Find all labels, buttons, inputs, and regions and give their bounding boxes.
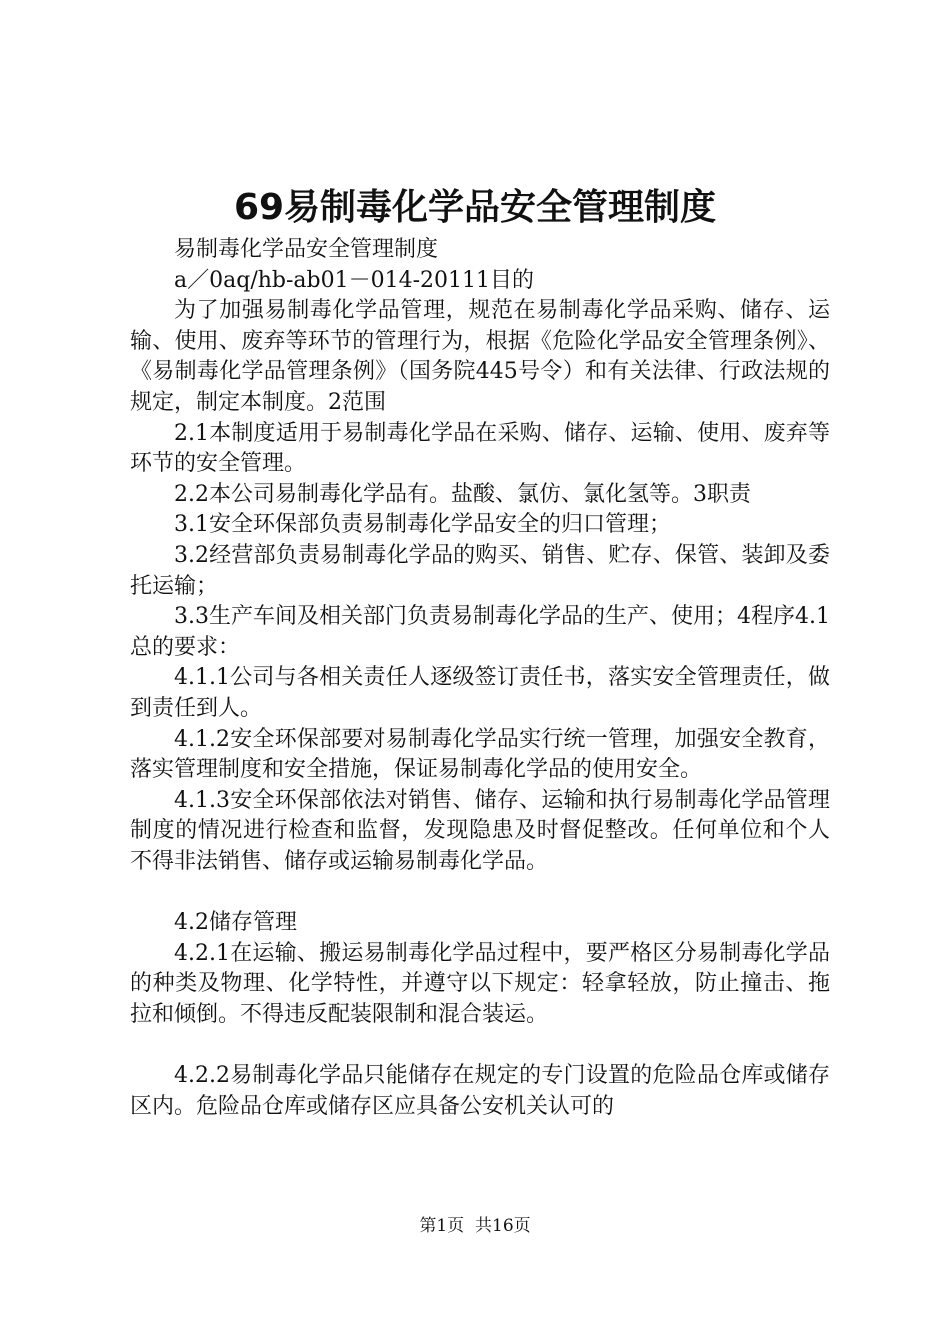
document-body — [130, 235, 830, 1122]
paragraph-3-3: 3.3生产车间及相关部门负责易制毒化学品的生产、使用；4程序4.1总的要求： — [130, 604, 830, 660]
paragraph-gap — [130, 877, 830, 908]
paragraph-4-1-2: 4.1.2安全环保部要对易制毒化学品实行统一管理，加强安全教育，落实管理制度和安全措施，保证易制毒化学品的使用安全。 — [130, 726, 830, 783]
paragraph-4-2-1: 4.2.1在运输、搬运易制毒化学品过程中，要严格区分易制毒化学品的种类及物理、化学特性，并遵守以下规定：轻拿轻放，防止撞击、拖拉和倾倒。不得违反配装限制和混合装运。 — [130, 940, 830, 1027]
paragraph-subtitle: 易制毒化学品安全管理制度 — [174, 237, 439, 262]
page-total: 共16页 — [475, 1216, 531, 1236]
paragraph-2-1: 2.1本制度适用于易制毒化学品在采购、储存、运输、使用、废弃等环节的安全管理。 — [130, 420, 830, 477]
paragraph-3-2: 3.2经营部负责易制毒化学品的购买、销售、贮存、保管、装卸及委托运输； — [130, 542, 830, 599]
paragraph-2-2: 2.2本公司易制毒化学品有。盐酸、氯仿、氯化氢等。3职责 — [174, 481, 751, 507]
paragraph-gap — [130, 1030, 830, 1061]
page-footer — [0, 1214, 950, 1238]
paragraph-4-1-1: 4.1.1公司与各相关责任人逐级签订责任书，落实安全管理责任，做到责任到人。 — [130, 665, 830, 721]
paragraph-purpose: 为了加强易制毒化学品管理，规范在易制毒化学品采购、储存、运输、使用、废弃等环节的管理行为，根据《危险化学品安全管理条例》、《易制毒化学品管理条例》（国务院445号令）和有关法律、行政法规的规定，制定本制度。2范围 — [130, 298, 830, 415]
page-title: 69易制毒化学品安全管理制度 — [233, 187, 717, 228]
paragraph-4-2: 4.2储存管理 — [174, 910, 297, 936]
page-number: 第1页 — [419, 1216, 465, 1236]
paragraph-doc-code: a／0aq/hb-ab01－014-20111目的 — [174, 267, 535, 293]
paragraph-4-1-3: 4.1.3安全环保部依法对销售、储存、运输和执行易制毒化学品管理制度的情况进行检查和监督，发现隐患及时督促整改。任何单位和个人不得非法销售、储存或运输易制毒化学品。 — [130, 787, 830, 874]
paragraph-4-2-2: 4.2.2易制毒化学品只能储存在规定的专门设置的危险品仓库或储存区内。危险品仓库或储存区应具备公安机关认可的 — [130, 1063, 830, 1119]
paragraph-3-1: 3.1安全环保部负责易制毒化学品安全的归口管理； — [174, 512, 671, 538]
